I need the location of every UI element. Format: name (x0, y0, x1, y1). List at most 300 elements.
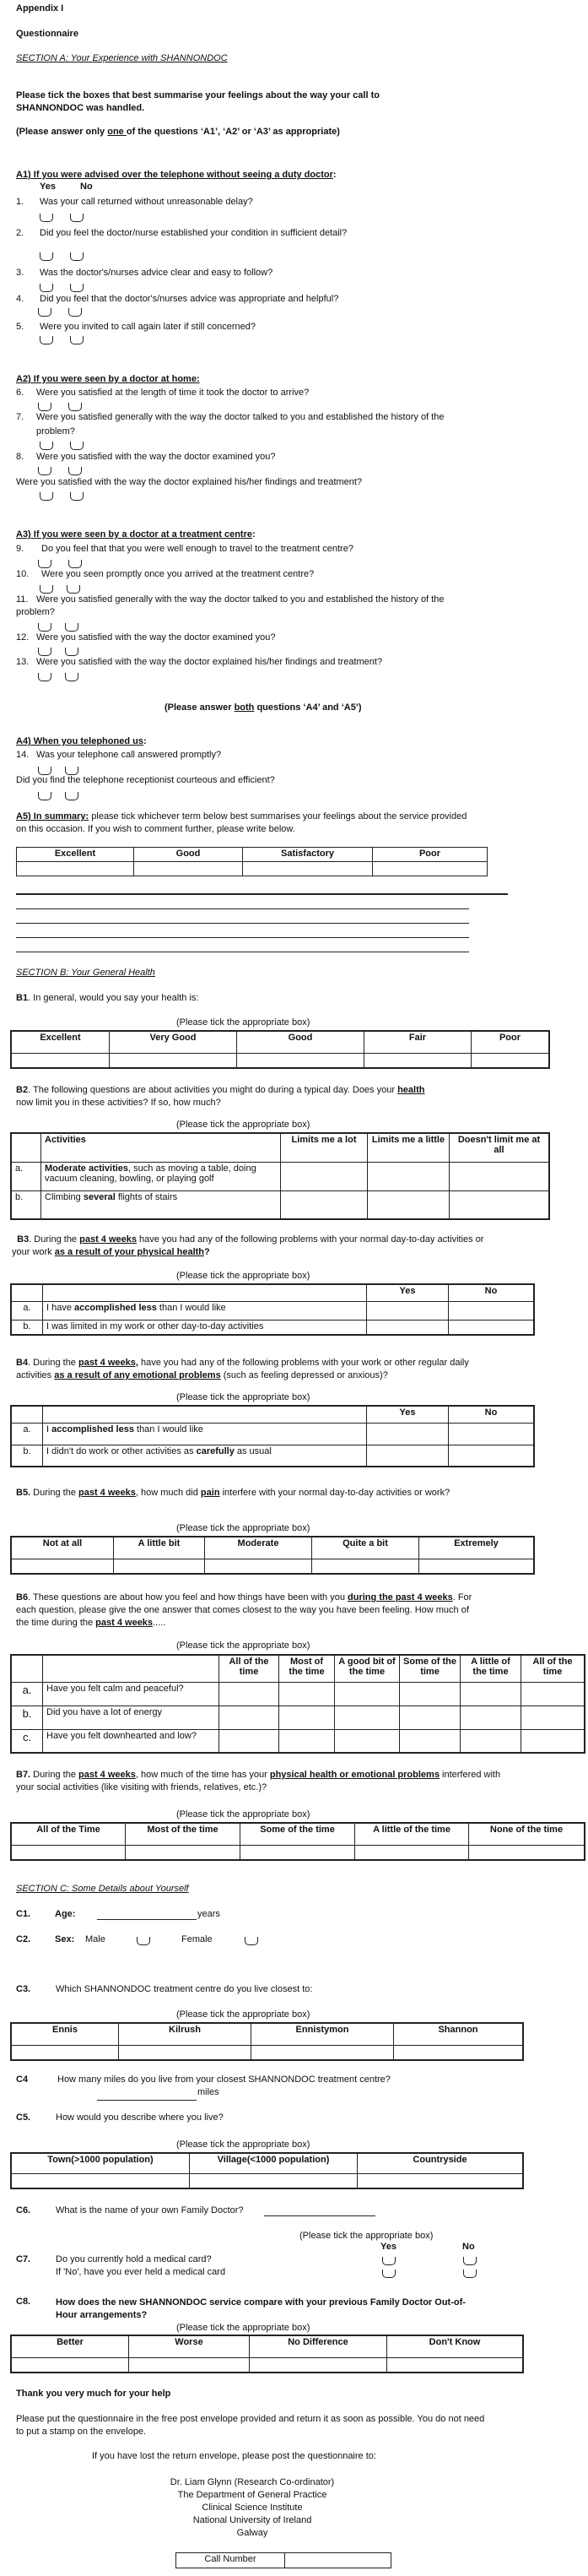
a1-q1-text: Was your call returned without unreasonable delay? (40, 197, 253, 207)
b2-b-tick-limits-little[interactable] (368, 1190, 450, 1219)
b5-tick-moderate[interactable] (205, 1559, 312, 1574)
a2-q8-no-box[interactable] (68, 467, 82, 475)
c7-no-header: No (462, 2242, 475, 2252)
c3-option-ennistymon: Ennistymon (251, 2023, 394, 2045)
b2-a-tick-limits-little[interactable] (368, 1162, 450, 1190)
a1-q5-text: Were you invited to call again later if still concerned? (40, 322, 256, 332)
a1-q2-options (40, 252, 100, 262)
both-note-emph: both (234, 702, 255, 713)
a5-tick-excellent[interactable] (17, 862, 134, 876)
a5-option-excellent: Excellent (17, 848, 134, 862)
b7-emph1: past 4 weeks (78, 1770, 136, 1780)
a4-q14-yes-box[interactable] (38, 767, 51, 775)
address-line-2: The Department of General Practice (177, 2490, 327, 2500)
a1-heading (16, 170, 337, 180)
b7-table (10, 1822, 585, 1861)
a3-q10-options (40, 584, 97, 594)
b7-tick-all[interactable] (11, 1845, 126, 1860)
a3-q13-text: Were you satisfied with the way the doctor explained his/her findings and treatment? (36, 657, 383, 667)
a3-q12-yes-box[interactable] (38, 648, 51, 656)
b3-emph2: as a result of your physical health (54, 1247, 205, 1257)
section-c-title: SECTION C: Some Details about Yourself (16, 1884, 189, 1894)
c4-text: How many miles do you live from your closest SHANNONDOC treatment centre? (57, 2074, 391, 2085)
b7-text: During the (30, 1770, 78, 1780)
b1-tick-very-good[interactable] (110, 1053, 237, 1068)
a3-q9-text: Do you feel that that you were well enough to travel to the treatment centre? (41, 544, 353, 554)
b6-a-tick-3[interactable] (335, 1682, 400, 1706)
b2-tick-hint: (Please tick the appropriate box) (176, 1120, 310, 1130)
b4-row-b-text (43, 1445, 367, 1467)
c5-tick-countryside[interactable] (358, 2173, 524, 2188)
a2-q9-yes-box[interactable] (40, 492, 53, 501)
b4-row-b-bold: carefully (196, 1445, 235, 1456)
a4-q15-no-box[interactable] (65, 792, 78, 800)
c6-text: What is the name of your own Family Doctor? (56, 2205, 244, 2215)
b1-tick-excellent[interactable] (11, 1053, 110, 1068)
a3-q13-no-box[interactable] (65, 673, 78, 681)
c2-label: C2. (16, 1934, 31, 1944)
b6-b-tick-1[interactable] (219, 1706, 279, 1729)
a1-q4-yes-box[interactable] (38, 308, 51, 317)
b7-tick-none[interactable] (469, 1845, 585, 1860)
b5-emph1: past 4 weeks (78, 1488, 136, 1498)
a2-q7-text: Were you satisfied generally with the way the doctor talked to you and established the history of the (36, 412, 445, 422)
a5-tick-poor[interactable] (373, 862, 488, 876)
c8-option-no-difference: No Difference (250, 2335, 387, 2357)
b4-b-tick-no[interactable] (449, 1445, 535, 1467)
both-note-prefix: (Please answer (165, 702, 235, 713)
b1-tick-hint: (Please tick the appropriate box) (176, 1017, 310, 1028)
a3-q11-options (38, 622, 95, 632)
b7-option-all: All of the Time (11, 1823, 126, 1845)
b1-tick-good[interactable] (237, 1053, 364, 1068)
b6-header-id (11, 1655, 43, 1682)
c2-male-box[interactable] (137, 1937, 150, 1945)
a2-q9-no-box[interactable] (70, 492, 84, 501)
b3-table (10, 1283, 535, 1336)
a3-q9-yes-box[interactable] (38, 560, 51, 568)
a2-q6-num: 6. (16, 388, 24, 398)
a1-q5-yes-box[interactable] (40, 336, 53, 344)
a3-q12-no-box[interactable] (65, 648, 78, 656)
a1-q3-num: 3. (16, 268, 24, 278)
a4-heading-text: A4) When you telephoned us (16, 736, 143, 746)
b6-c-tick-1[interactable] (219, 1729, 279, 1753)
b5-tick-hint: (Please tick the appropriate box) (176, 1523, 310, 1533)
a3-q11-text-cont: problem? (16, 607, 55, 617)
b6-header-little: A little of the time (461, 1655, 521, 1682)
c1-field-label: Age: (55, 1909, 76, 1919)
document-title: Questionnaire (16, 29, 78, 39)
b1-option-good: Good (237, 1031, 364, 1053)
a3-q10-num: 10. (16, 569, 30, 579)
b2-row-a-id: a. (11, 1162, 41, 1190)
b3-b-tick-no[interactable] (449, 1320, 535, 1335)
address-line-5: Galway (236, 2528, 268, 2538)
comment-line-2[interactable] (16, 908, 469, 909)
a4-q14-num: 14. (16, 750, 30, 760)
c4-label: C4 (16, 2074, 29, 2085)
b6-label: B6 (16, 1592, 29, 1603)
table-row (11, 1729, 585, 1753)
a3-heading-suffix: : (251, 529, 256, 540)
b2-row-a-rest: , such as moving a table, doing vacuum cleaning, bowling, or playing golf (45, 1163, 256, 1184)
b5-option-little-bit: A little bit (114, 1537, 205, 1559)
section-a-title: SECTION A: Your Experience with SHANNONDOC (16, 53, 228, 63)
b2-table (10, 1132, 550, 1220)
a2-q7-options (40, 441, 100, 451)
c8-option-worse: Worse (129, 2335, 250, 2357)
b2-question (16, 1084, 488, 1109)
c2-field-label: Sex: (55, 1934, 75, 1944)
c7-tick-hint: (Please tick the appropriate box) (299, 2231, 434, 2241)
a3-q11-yes-box[interactable] (38, 623, 51, 632)
lost-envelope-text: If you have lost the return envelope, please post the questionnaire to: (92, 2451, 376, 2461)
a4-heading-suffix: : (143, 736, 147, 746)
b6-c-tick-5[interactable] (461, 1729, 521, 1753)
a1-q3-no-box[interactable] (70, 284, 84, 292)
b6-header-all: All of the time (219, 1655, 279, 1682)
table-row (11, 1320, 534, 1335)
c3-label: C3. (16, 1984, 31, 1994)
c7-q2-yes-box[interactable] (382, 2270, 396, 2278)
b2-header-no-limit: Doesn't limit me at all (450, 1133, 550, 1162)
b6-c-tick-6[interactable] (521, 1729, 585, 1753)
c3-tick-kilrush[interactable] (119, 2045, 251, 2060)
c8-tick-dont-know[interactable] (387, 2357, 524, 2373)
b3-header-item (43, 1284, 367, 1301)
b4-b-tick-yes[interactable] (367, 1445, 449, 1467)
appendix-label: Appendix I (16, 3, 64, 14)
a2-q7-text-cont: problem? (36, 426, 75, 437)
c5-label: C5. (16, 2112, 31, 2123)
c7-q1-no-box[interactable] (463, 2257, 477, 2265)
b4-row-b-id: b. (11, 1445, 43, 1467)
a5-tick-good[interactable] (134, 862, 243, 876)
b2-label: B2 (16, 1085, 29, 1095)
c5-table (10, 2152, 524, 2189)
section-b-title: SECTION B: Your General Health (16, 968, 155, 978)
b3-a-tick-no[interactable] (449, 1301, 535, 1320)
a3-heading (16, 529, 256, 540)
b2-header-id (11, 1133, 41, 1162)
b4-row-a-pre: I (46, 1424, 52, 1434)
c5-tick-town[interactable] (11, 2173, 190, 2188)
b6-a-tick-4[interactable] (400, 1682, 461, 1706)
b3-header-id (11, 1284, 43, 1301)
a1-q4-text: Did you feel that the doctor's/nurses advice was appropriate and helpful? (40, 294, 339, 304)
b7-option-none: None of the time (469, 1823, 585, 1845)
a2-q8-num: 8. (16, 452, 24, 462)
a1-q5-no-box[interactable] (70, 336, 84, 344)
b2-header-limits-lot: Limits me a lot (281, 1133, 368, 1162)
b6-c-tick-3[interactable] (335, 1729, 400, 1753)
b6-b-tick-3[interactable] (335, 1706, 400, 1729)
b2-text2: now limit you in these activities? If so, how much? (16, 1098, 221, 1108)
b6-text: . These questions are about how you feel and how things have been with you (28, 1592, 348, 1603)
b7-text2: , how much of the time has your (135, 1770, 270, 1780)
b6-b-tick-5[interactable] (461, 1706, 521, 1729)
b7-tick-hint: (Please tick the appropriate box) (176, 1809, 310, 1819)
c6-label: C6. (16, 2205, 31, 2215)
b6-b-tick-4[interactable] (400, 1706, 461, 1729)
b7-tick-little[interactable] (355, 1845, 469, 1860)
b5-tick-little-bit[interactable] (114, 1559, 205, 1574)
b4-row-a-bold: accomplished less (51, 1424, 134, 1434)
b7-option-most: Most of the time (126, 1823, 240, 1845)
b6-row-b-text: Did you have a lot of energy (43, 1706, 219, 1729)
b1-tick-fair[interactable] (364, 1053, 472, 1068)
a2-q8-options (38, 466, 99, 476)
b6-a-tick-6[interactable] (521, 1682, 585, 1706)
c7-q1-yes-box[interactable] (382, 2257, 396, 2265)
c5-tick-village[interactable] (190, 2173, 358, 2188)
b3-row-a-rest: than I would like (156, 1302, 226, 1313)
b3-row-a-id: a. (11, 1301, 43, 1320)
a5-summary-table (16, 847, 488, 876)
a3-q11-no-box[interactable] (65, 623, 78, 632)
b1-option-very-good: Very Good (110, 1031, 237, 1053)
a2-q9-options (40, 491, 100, 502)
a1-q4-no-box[interactable] (68, 308, 82, 317)
a1-heading-suffix: : (332, 170, 337, 180)
b6-row-c-text: Have you felt downhearted and low? (43, 1729, 219, 1753)
b4-label: B4 (16, 1358, 29, 1368)
b7-label: B7. (16, 1770, 31, 1780)
a1-q1-options (40, 213, 100, 223)
a4-q14-text: Was your telephone call answered promptly? (36, 750, 222, 760)
b2-row-a-bold: Moderate activities (45, 1163, 129, 1174)
return-instructions: Please put the questionnaire in the free post envelope provided and return it as soon as possible. You do not need to put a stamp on the envelope. (16, 2414, 485, 2437)
b6-emph2: past 4 weeks (95, 1618, 154, 1628)
b7-question (16, 1769, 505, 1794)
b7-emph2: physical health or emotional problems (269, 1770, 440, 1780)
c3-tick-ennistymon[interactable] (251, 2045, 394, 2060)
b6-a-tick-5[interactable] (461, 1682, 521, 1706)
c8-table (10, 2335, 524, 2373)
b2-row-b-rest: flights of stairs (115, 1191, 178, 1202)
c5-option-countryside: Countryside (358, 2153, 524, 2173)
b2-b-tick-no-limit[interactable] (450, 1190, 550, 1219)
c4-unit: miles (197, 2087, 219, 2097)
b6-b-tick-2[interactable] (279, 1706, 335, 1729)
both-note (165, 702, 362, 713)
a5-option-poor: Poor (373, 848, 488, 862)
b2-header-activities: Activities (41, 1133, 281, 1162)
b4-header-no: No (449, 1406, 535, 1423)
b2-row-b-pre: Climbing (45, 1191, 84, 1202)
b5-text3: interfere with your normal day-to-day activities or work? (219, 1488, 450, 1498)
b3-b-tick-yes[interactable] (367, 1320, 449, 1335)
b2-text: . The following questions are about activities you might do during a typical day. Does your (28, 1085, 398, 1095)
b3-text3: ? (204, 1247, 210, 1257)
b2-row-b-id: b. (11, 1190, 41, 1219)
b6-emph1: during the past 4 weeks (348, 1592, 453, 1603)
b4-a-tick-yes[interactable] (367, 1423, 449, 1445)
b3-row-b-id: b. (11, 1320, 43, 1335)
b6-header-all-2: All of the time (521, 1655, 585, 1682)
table-row (11, 1162, 549, 1190)
c8-tick-better[interactable] (11, 2357, 129, 2373)
c8-tick-hint: (Please tick the appropriate box) (176, 2323, 310, 2333)
age-input[interactable] (97, 1919, 197, 1920)
a4-q14-no-box[interactable] (65, 767, 78, 775)
a3-q10-yes-box[interactable] (40, 585, 53, 594)
address-line-1: Dr. Liam Glynn (Research Co-ordinator) (170, 2477, 335, 2487)
a1-q1-no-box[interactable] (70, 214, 84, 222)
a3-q12-num: 12. (16, 632, 30, 643)
c7-label: C7. (16, 2254, 31, 2264)
b6-a-tick-1[interactable] (219, 1682, 279, 1706)
b4-row-a-rest: than I would like (133, 1424, 203, 1434)
a2-q6-text: Were you satisfied at the length of time it took the doctor to arrive? (36, 388, 310, 398)
a4-q15-text: Did you find the telephone receptionist courteous and efficient? (16, 775, 275, 785)
c5-option-town: Town(>1000 population) (11, 2153, 190, 2173)
b2-a-tick-no-limit[interactable] (450, 1162, 550, 1190)
a2-q7-no-box[interactable] (70, 442, 84, 450)
a1-q2-num: 2. (16, 228, 24, 238)
b5-tick-extremely[interactable] (419, 1559, 535, 1574)
b7-tick-most[interactable] (126, 1845, 240, 1860)
b1-label: B1 (16, 993, 29, 1003)
c8-option-dont-know: Don't Know (387, 2335, 524, 2357)
both-note-suffix: questions ‘A4’ and ‘A5’) (254, 702, 362, 713)
c3-option-ennis: Ennis (11, 2023, 119, 2045)
a1-q5-num: 5. (16, 322, 24, 332)
a2-q8-yes-box[interactable] (38, 467, 51, 475)
a1-q1-num: 1. (16, 197, 24, 207)
a5-option-satisfactory: Satisfactory (243, 848, 373, 862)
miles-input[interactable] (97, 2100, 197, 2101)
c3-tick-ennis[interactable] (11, 2045, 119, 2060)
b4-text: . During the (28, 1358, 78, 1368)
b6-c-tick-4[interactable] (400, 1729, 461, 1753)
a2-q6-yes-box[interactable] (38, 403, 51, 411)
b1-option-excellent: Excellent (11, 1031, 110, 1053)
b5-tick-quite-a-bit[interactable] (312, 1559, 419, 1574)
b4-a-tick-no[interactable] (449, 1423, 535, 1445)
c3-option-shannon: Shannon (394, 2023, 524, 2045)
a1-q2-yes-box[interactable] (40, 252, 53, 261)
comment-line-3[interactable] (16, 923, 469, 924)
a1-no-header: No (80, 182, 93, 192)
c5-tick-hint: (Please tick the appropriate box) (176, 2139, 310, 2150)
a3-q11-text: Were you satisfied generally with the way the doctor talked to you and established the history of the (36, 594, 445, 605)
b1-tick-poor[interactable] (472, 1053, 550, 1068)
b6-text2: . For each question, please give the one answer that comes closest to the way you have been feeling. How much of the time during the (16, 1592, 472, 1628)
c5-text: How would you describe where you live? (56, 2112, 224, 2123)
b6-header-item (43, 1655, 219, 1682)
b6-header-some: Some of the time (400, 1655, 461, 1682)
b4-tick-hint: (Please tick the appropriate box) (176, 1392, 310, 1402)
b6-row-a-id: a. (11, 1682, 43, 1706)
c8-text: How does the new SHANNONDOC service compare with your previous Family Doctor Out-of-Hour arrangements? (56, 2297, 466, 2320)
c3-option-kilrush: Kilrush (119, 2023, 251, 2045)
b2-a-tick-limits-lot[interactable] (281, 1162, 368, 1190)
c3-tick-shannon[interactable] (394, 2045, 524, 2060)
c2-female-label: Female (181, 1934, 213, 1944)
b3-row-a-text (43, 1301, 367, 1320)
b6-a-tick-2[interactable] (279, 1682, 335, 1706)
b1-table (10, 1030, 550, 1069)
a1-yes-header: Yes (40, 182, 56, 192)
a2-q8-text: Were you satisfied with the way the doctor examined you? (36, 452, 276, 462)
a3-q13-num: 13. (16, 657, 30, 667)
answer-one-note (16, 127, 340, 137)
a2-q6-options (38, 402, 99, 412)
b7-option-some: Some of the time (240, 1823, 355, 1845)
c8-tick-no-difference[interactable] (250, 2357, 387, 2373)
b1-text: . In general, would you say your health is: (28, 993, 199, 1003)
a3-q12-text: Were you satisfied with the way the doctor examined you? (36, 632, 276, 643)
b1-question (16, 993, 198, 1003)
family-doctor-input[interactable] (264, 2215, 375, 2216)
b2-b-tick-limits-lot[interactable] (281, 1190, 368, 1219)
call-number-field[interactable] (285, 2553, 391, 2568)
address-line-3: Clinical Science Institute (202, 2503, 303, 2513)
b3-text: . During the (29, 1234, 80, 1245)
b4-header-yes: Yes (367, 1406, 449, 1423)
a3-q12-options (38, 647, 95, 657)
a1-q3-yes-box[interactable] (40, 284, 53, 292)
b6-row-a-text: Have you felt calm and peaceful? (43, 1682, 219, 1706)
b4-emph1: past 4 weeks, (78, 1358, 138, 1368)
a2-q7-num: 7. (16, 412, 24, 422)
a3-q13-yes-box[interactable] (38, 673, 51, 681)
a3-q10-text: Were you seen promptly once you arrived at the treatment centre? (41, 569, 315, 579)
a1-q2-no-box[interactable] (70, 252, 84, 261)
c2-female-box[interactable] (245, 1937, 258, 1945)
b4-text3: (such as feeling depressed or anxious)? (220, 1370, 388, 1380)
c8-tick-worse[interactable] (129, 2357, 250, 2373)
b6-c-tick-2[interactable] (279, 1729, 335, 1753)
b4-question (16, 1357, 488, 1382)
b6-b-tick-6[interactable] (521, 1706, 585, 1729)
c7-q2-no-box[interactable] (463, 2270, 477, 2278)
comment-line-1[interactable] (16, 893, 508, 895)
a1-q4-num: 4. (16, 294, 24, 304)
b3-a-tick-yes[interactable] (367, 1301, 449, 1320)
note-emph: one (107, 127, 127, 137)
a1-q1-yes-box[interactable] (40, 214, 53, 222)
a2-q6-no-box[interactable] (68, 403, 82, 411)
a1-q3-text: Was the doctor's/nurses advice clear and easy to follow? (40, 268, 273, 278)
a3-q9-no-box[interactable] (68, 560, 82, 568)
b5-option-extremely: Extremely (419, 1537, 535, 1559)
b5-emph2: pain (200, 1488, 220, 1498)
a4-q15-yes-box[interactable] (38, 792, 51, 800)
a3-q10-no-box[interactable] (67, 585, 80, 594)
a5-tick-satisfactory[interactable] (243, 862, 373, 876)
b2-row-b-bold: several (83, 1191, 116, 1202)
b4-table (10, 1405, 535, 1467)
b5-question (16, 1487, 472, 1500)
b5-tick-not-at-all[interactable] (11, 1559, 114, 1574)
b7-tick-some[interactable] (240, 1845, 355, 1860)
b3-row-a-bold: accomplished less (74, 1302, 157, 1313)
a2-q7-yes-box[interactable] (40, 442, 53, 450)
comment-line-4[interactable] (16, 937, 469, 938)
b5-option-quite-a-bit: Quite a bit (312, 1537, 419, 1559)
b6-header-good-bit: A good bit of the time (335, 1655, 400, 1682)
note-suffix: of the questions ‘A1’, ‘A2’ or ‘A3’ as appropriate) (126, 127, 340, 137)
b2-row-a-text (41, 1162, 281, 1190)
b4-row-a-text (43, 1423, 367, 1445)
b6-tick-hint: (Please tick the appropriate box) (176, 1641, 310, 1651)
a1-q5-options (40, 335, 100, 345)
b6-header-most: Most of the time (279, 1655, 335, 1682)
b6-table (10, 1654, 585, 1754)
